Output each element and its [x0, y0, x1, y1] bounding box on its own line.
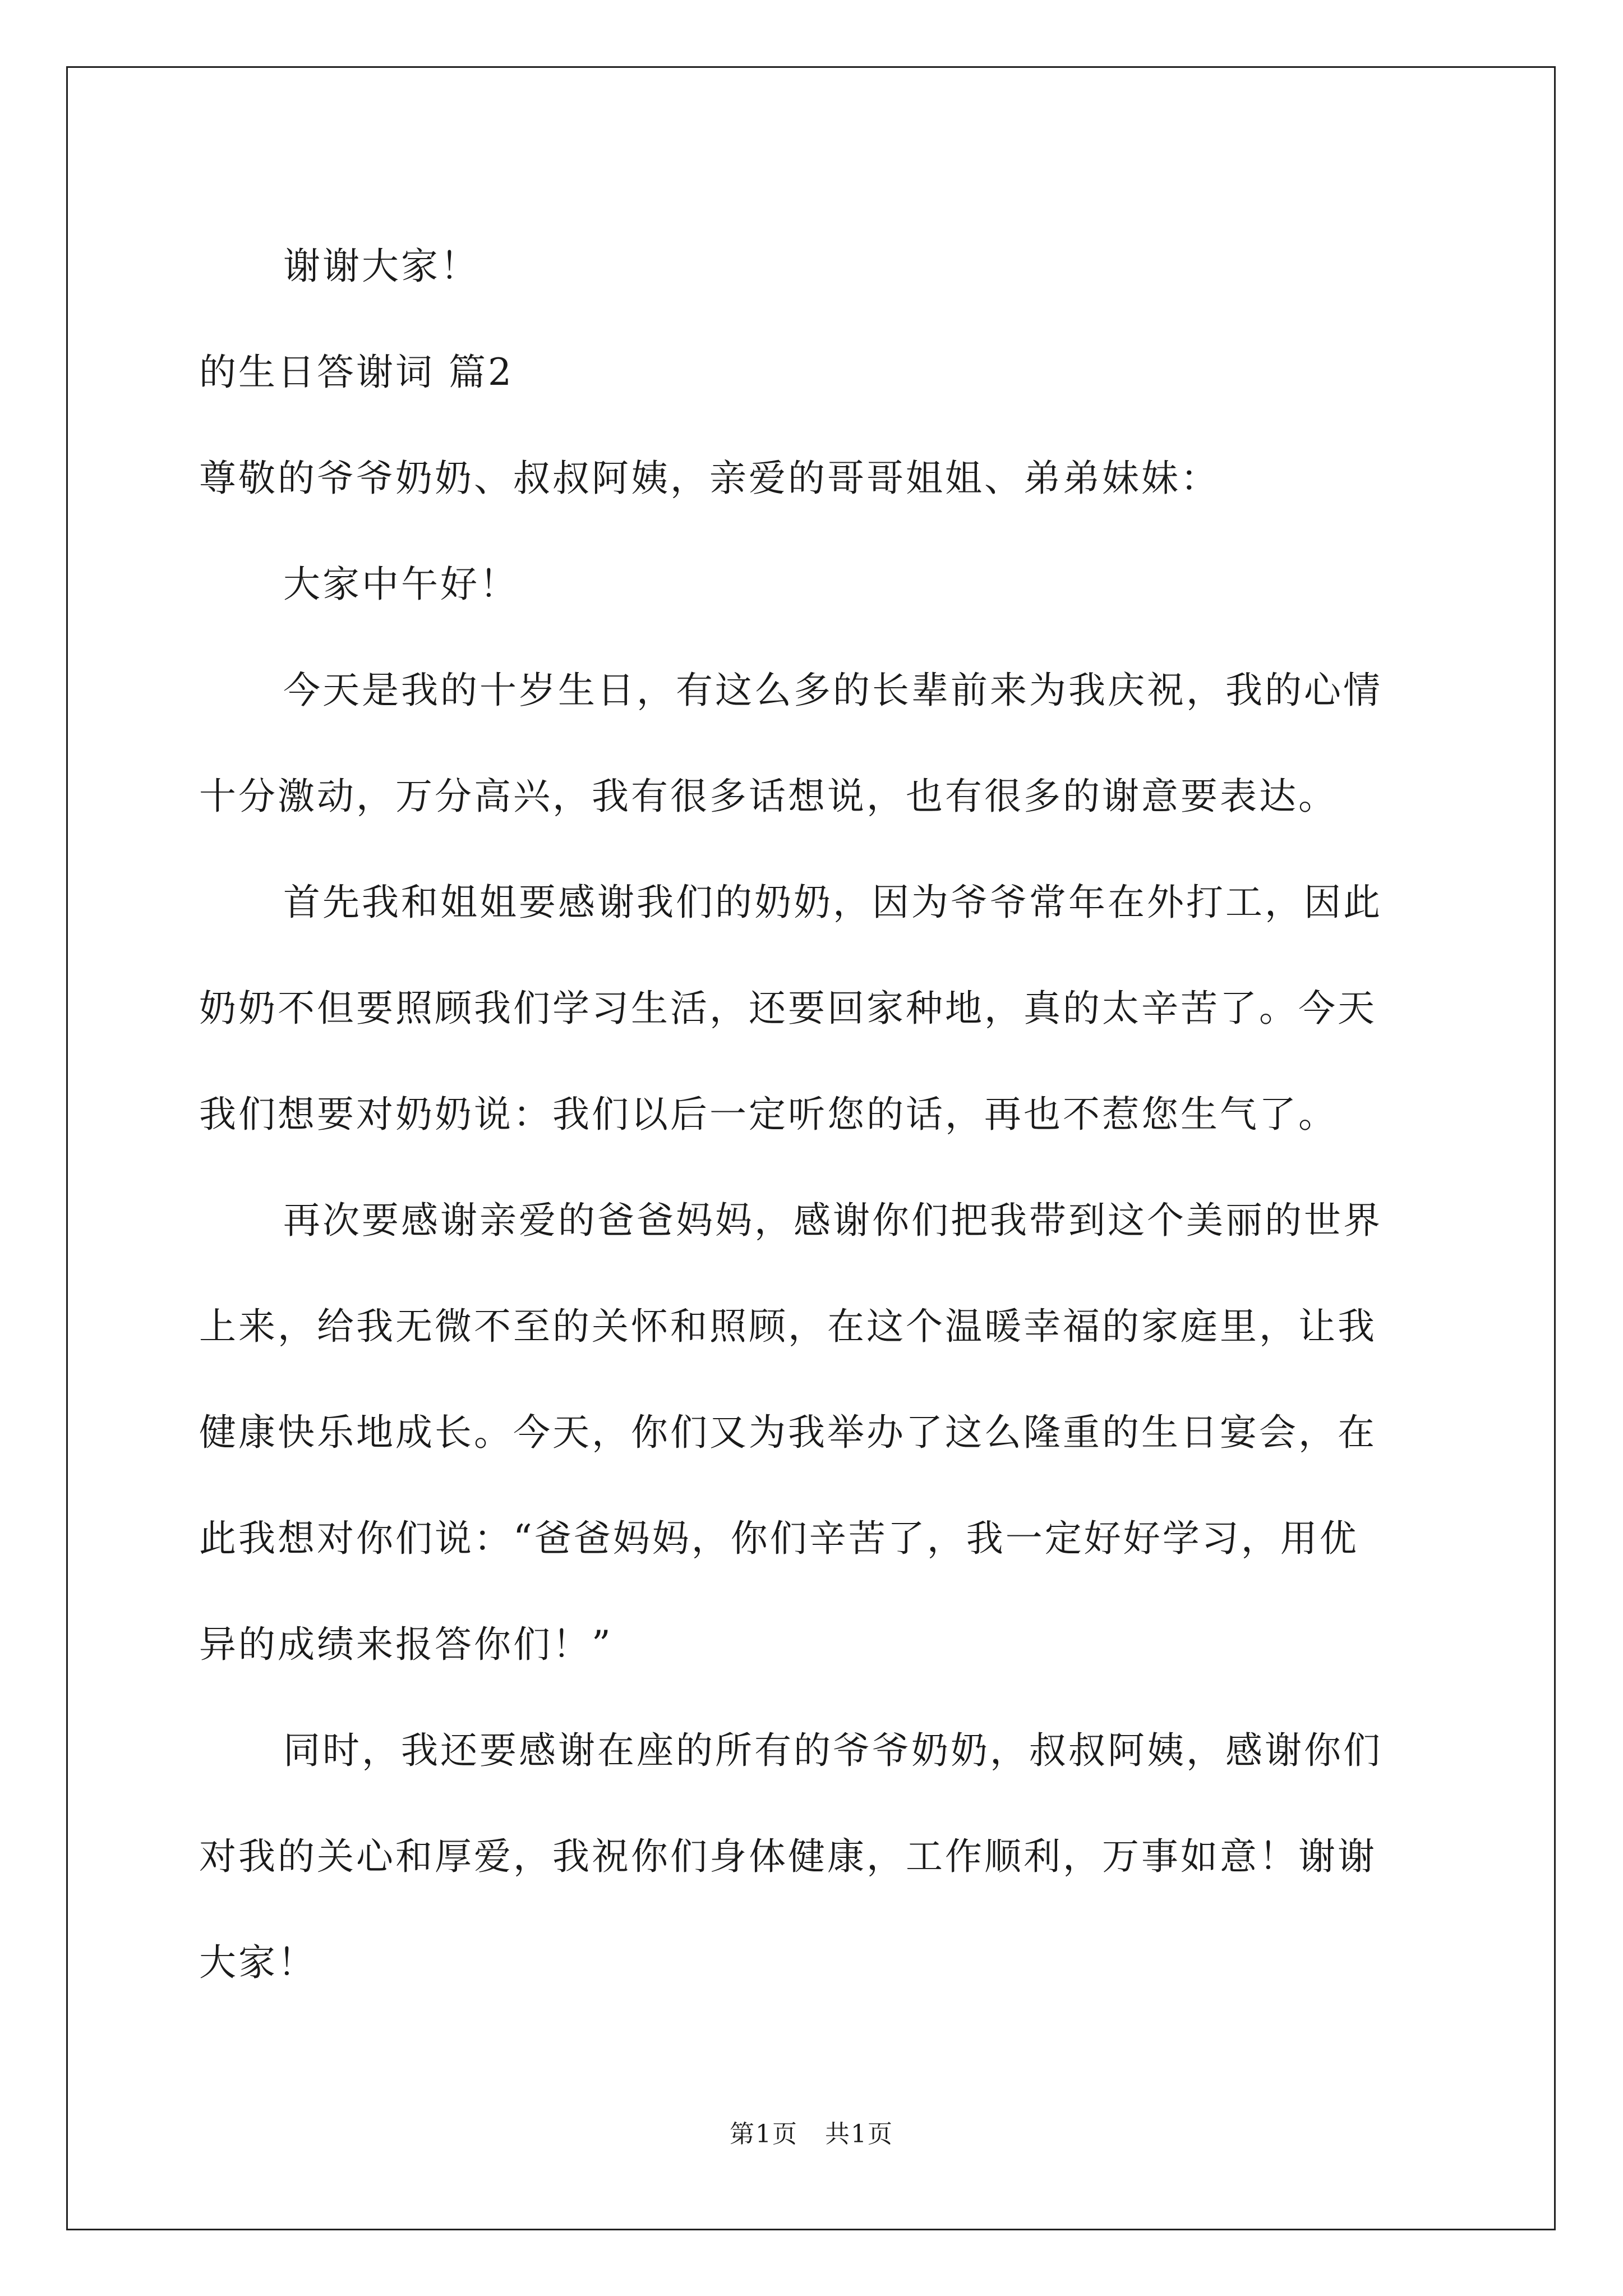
paragraph-line: 大家！: [199, 1941, 317, 1984]
salutation: 尊敬的爷爷奶奶、叔叔阿姨，亲爱的哥哥姐姐、弟弟妹妹：: [199, 457, 1220, 500]
section-title: 的生日答谢词 篇2: [199, 351, 514, 394]
paragraph-line: 此我想对你们说：“爸爸妈妈，你们辛苦了，我一定好好学习，用优: [199, 1517, 1359, 1560]
paragraph-line: 健康快乐地成长。今天，你们又为我举办了这么隆重的生日宴会，在: [199, 1411, 1377, 1454]
paragraph-line: 同时，我还要感谢在座的所有的爷爷奶奶，叔叔阿姨，感谢你们: [283, 1729, 1382, 1772]
page-number: 第1页: [730, 2120, 798, 2148]
document-body: [199, 213, 1430, 2016]
paragraph-line: 奶奶不但要照顾我们学习生活，还要回家种地，真的太辛苦了。今天: [199, 987, 1377, 1030]
paragraph-line: 十分激动，万分高兴，我有很多话想说，也有很多的谢意要表达。: [199, 775, 1338, 818]
page-footer: [0, 2114, 1623, 2150]
paragraph-line: 今天是我的十岁生日，有这么多的长辈前来为我庆祝，我的心情: [283, 669, 1382, 712]
page-total: 共1页: [825, 2120, 893, 2148]
paragraph-line: 对我的关心和厚爱，我祝你们身体健康，工作顺利，万事如意！谢谢: [199, 1835, 1377, 1878]
paragraph-line: 首先我和姐姐要感谢我们的奶奶，因为爷爷常年在外打工，因此: [283, 881, 1382, 924]
paragraph-line: 上来，给我无微不至的关怀和照顾，在这个温暖幸福的家庭里，让我: [199, 1305, 1377, 1348]
paragraph-line: 再次要感谢亲爱的爸爸妈妈，感谢你们把我带到这个美丽的世界: [283, 1199, 1382, 1242]
greeting: 大家中午好！: [283, 563, 519, 606]
paragraph-line: 我们想要对奶奶说：我们以后一定听您的话，再也不惹您生气了。: [199, 1093, 1338, 1136]
paragraph-line: 异的成绩来报答你们！”: [199, 1623, 613, 1666]
closing-line: 谢谢大家！: [283, 245, 479, 288]
